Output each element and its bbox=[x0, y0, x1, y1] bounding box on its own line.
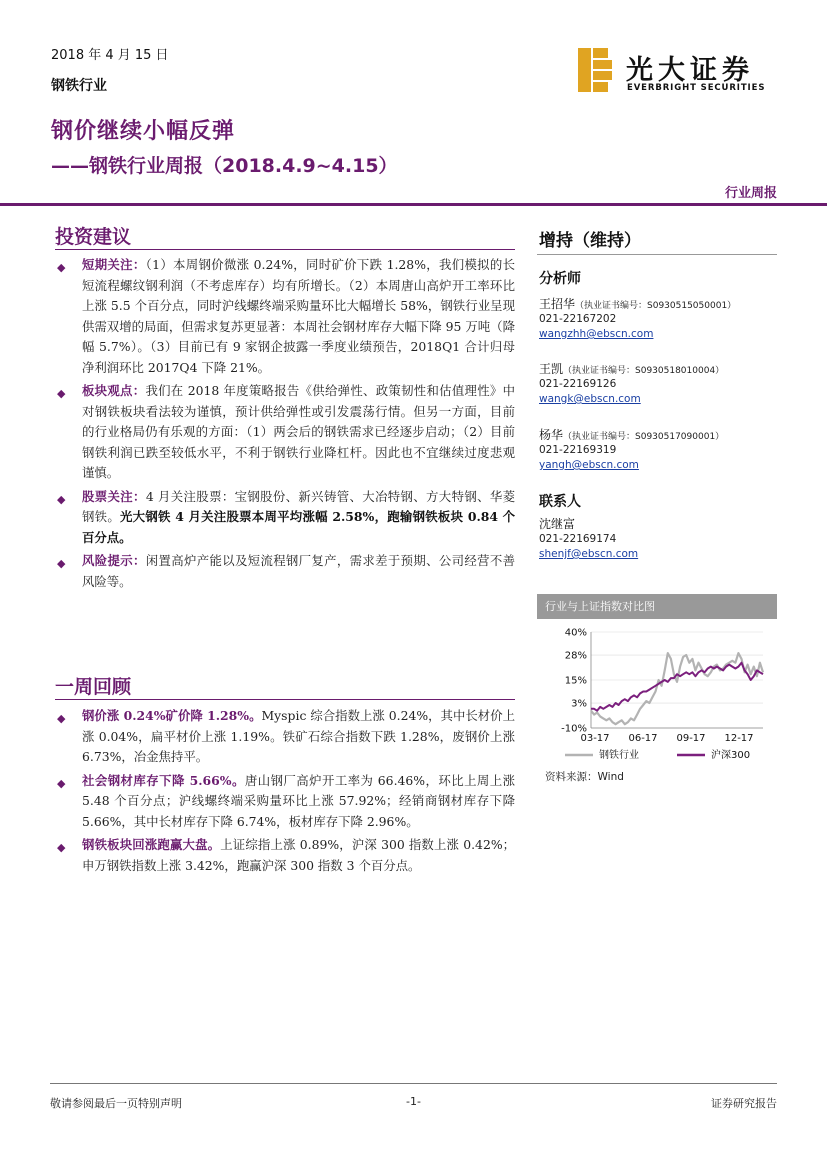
chart-source: 资料来源：Wind bbox=[545, 771, 624, 783]
header-divider bbox=[0, 203, 827, 206]
analyst-phone: 021-22169126 bbox=[539, 378, 617, 390]
legend-label: 钢铁行业 bbox=[599, 750, 639, 761]
item-label: 钢铁板块回涨跑赢大盘。 bbox=[82, 837, 221, 852]
investment-heading: 投资建议 bbox=[55, 226, 132, 248]
analyst-phone: 021-22169319 bbox=[539, 444, 617, 456]
footer-divider bbox=[50, 1083, 777, 1084]
item-text: （1）本周钢价微涨 0.24%，同时矿价下跌 1.28%，我们模拟的长短流程螺纹钢利润（不考虑库存）均有所增长。（2）本周唐山高炉开工率环比上涨 5.5 个百分点，同时沪线螺终端采购量环比大幅增长 58%，钢铁行业呈现供需双增的局面，但需求复苏更显著：本周社会钢材库存大幅下降 95 万吨（降幅 5.7%）。（3）目前已有 9 家钢企披露一季度业绩预告，2018Q1 合计归母净利润环比 2017Q4 下降 21%。 bbox=[82, 257, 515, 375]
list-item bbox=[55, 381, 515, 484]
item-bold-text: 光大钢铁 4 月关注股票本周平均涨幅 2.58%，跑输钢铁板块 0.84 个百分点。 bbox=[82, 509, 515, 545]
contact-phone: 021-22169174 bbox=[539, 533, 617, 545]
list-item bbox=[55, 771, 515, 833]
analyst-cert: （执业证书编号：S0930515050001） bbox=[575, 301, 737, 311]
analyst-cert: （执业证书编号：S0930518010004） bbox=[563, 366, 725, 376]
analyst-name: 王凯 bbox=[539, 362, 564, 376]
list-item bbox=[55, 487, 515, 549]
list-item bbox=[55, 706, 515, 768]
list-item bbox=[55, 835, 515, 876]
review-heading-underline bbox=[55, 699, 515, 700]
analyst-email-link[interactable]: yangh@ebscn.com bbox=[539, 459, 639, 471]
chart-title: 行业与上证指数对比图 bbox=[537, 594, 777, 619]
item-text: 唐山钢厂高炉开工率为 66.46%，环比上周上涨 5.48 个百分点；沪线螺终端采购量环比上涨 57.92%；经销商钢材库存下降 5.66%，其中长材库存下降 6.74%，板材库存下降 2.96%。 bbox=[82, 772, 516, 829]
industry-vs-index-chart bbox=[537, 622, 777, 768]
review-list bbox=[55, 706, 515, 879]
review-heading: 一周回顾 bbox=[55, 676, 132, 698]
item-text: 上证综指上涨 0.89%，沪深 300 指数上涨 0.42%；申万钢铁指数上涨 3.42%，跑赢沪深 300 指数 3 个百分点。 bbox=[82, 837, 515, 873]
footer-disclaimer: 敬请参阅最后一页特别声明 bbox=[50, 1097, 182, 1110]
diamond-bullet-icon: ◆ bbox=[57, 841, 66, 854]
item-label: 板块观点： bbox=[82, 383, 146, 398]
contact-email-link[interactable]: shenjf@ebscn.com bbox=[539, 548, 639, 560]
item-label: 股票关注： bbox=[82, 488, 146, 504]
logo-chinese-name: 光大证券 bbox=[626, 55, 754, 86]
item-text: 闲置高炉产能以及短流程钢厂复产，需求差于预期、公司经营不善风险等。 bbox=[82, 553, 516, 589]
diamond-bullet-icon: ◆ bbox=[57, 387, 66, 400]
y-tick-label: 3% bbox=[571, 698, 587, 710]
diamond-bullet-icon: ◆ bbox=[57, 557, 66, 570]
everbright-logo-icon bbox=[578, 48, 612, 92]
diamond-bullet-icon: ◆ bbox=[57, 261, 66, 274]
analyst-email-link[interactable]: wangzhh@ebscn.com bbox=[539, 328, 654, 340]
report-date: 2018 年 4 月 15 日 bbox=[51, 48, 169, 63]
list-item bbox=[55, 551, 515, 592]
rating: 增持（维持） bbox=[539, 231, 641, 251]
legend-label: 沪深300 bbox=[711, 750, 751, 761]
y-tick-label: -10% bbox=[561, 723, 587, 735]
analyst-cert: （执业证书编号：S0930517090001） bbox=[563, 432, 725, 442]
series-line-steel-industry bbox=[591, 653, 763, 724]
diamond-bullet-icon: ◆ bbox=[57, 712, 66, 725]
investment-heading-underline bbox=[55, 249, 515, 250]
logo-english-name: EVERBRIGHT SECURITIES bbox=[627, 83, 766, 93]
report-type: 行业周报 bbox=[724, 186, 777, 201]
x-tick-label: 06-17 bbox=[628, 733, 658, 744]
everbright-logo bbox=[578, 48, 778, 94]
analyst-email-link[interactable]: wangk@ebscn.com bbox=[539, 393, 641, 405]
analyst-name: 杨华 bbox=[539, 428, 564, 442]
analyst-phone: 021-22167202 bbox=[539, 313, 617, 325]
contact-name: 沈继富 bbox=[539, 517, 576, 531]
diamond-bullet-icon: ◆ bbox=[57, 492, 66, 506]
analyst-card bbox=[539, 293, 736, 342]
page-subtitle: ——钢铁行业周报（2018.4.9~4.15） bbox=[51, 155, 398, 177]
y-tick-label: 40% bbox=[564, 627, 587, 639]
x-tick-label: 03-17 bbox=[580, 733, 610, 744]
item-label: 社会钢材库存下降 5.66%。 bbox=[82, 772, 245, 788]
item-label: 风险提示： bbox=[82, 553, 146, 568]
item-label: 短期关注： bbox=[82, 257, 146, 272]
analyst-heading: 分析师 bbox=[539, 271, 581, 287]
page-title: 钢价继续小幅反弹 bbox=[51, 119, 236, 144]
industry-label: 钢铁行业 bbox=[51, 78, 107, 94]
diamond-bullet-icon: ◆ bbox=[57, 776, 66, 790]
y-tick-label: 15% bbox=[564, 675, 587, 687]
analyst-name: 王招华 bbox=[539, 297, 576, 311]
contact-card bbox=[539, 515, 638, 562]
list-item bbox=[55, 255, 515, 378]
analyst-card bbox=[539, 358, 724, 407]
series-line-csi300 bbox=[591, 663, 763, 711]
footer-report-type: 证券研究报告 bbox=[711, 1097, 777, 1110]
analyst-card bbox=[539, 424, 724, 473]
item-text: Myspic 综合指数上涨 0.24%，其中长材价上涨 0.04%，扁平材价上涨 1.19%。铁矿石综合指数下跌 1.28%，废钢价上涨 6.73%，冶金焦持平。 bbox=[82, 708, 516, 764]
investment-list bbox=[55, 255, 515, 595]
item-text: 4 月关注股票：宝钢股份、新兴铸管、大冶特钢、方大特钢、华菱钢铁。 bbox=[82, 488, 516, 524]
y-tick-label: 28% bbox=[564, 650, 587, 662]
item-label: 钢价涨 0.24%矿价降 1.28%。 bbox=[82, 708, 262, 723]
contact-heading: 联系人 bbox=[539, 494, 581, 510]
x-tick-label: 12-17 bbox=[724, 733, 754, 744]
item-text: 我们在 2018 年度策略报告《供给弹性、政策韧性和估值理性》中对钢铁板块看法较为谨慎，预计供给弹性或引发震荡行情。但另一方面，目前的行业格局仍有乐观的方面：（1）两会后的钢铁需求已经逐步启动；（2）目前钢铁利润已跌至较低水平，不利于钢铁行业降杠杆。因此也不宜继续过度悲观谨慎。 bbox=[82, 383, 515, 480]
rating-divider bbox=[537, 254, 777, 255]
page-number: -1- bbox=[406, 1095, 421, 1108]
x-tick-label: 09-17 bbox=[676, 733, 706, 744]
